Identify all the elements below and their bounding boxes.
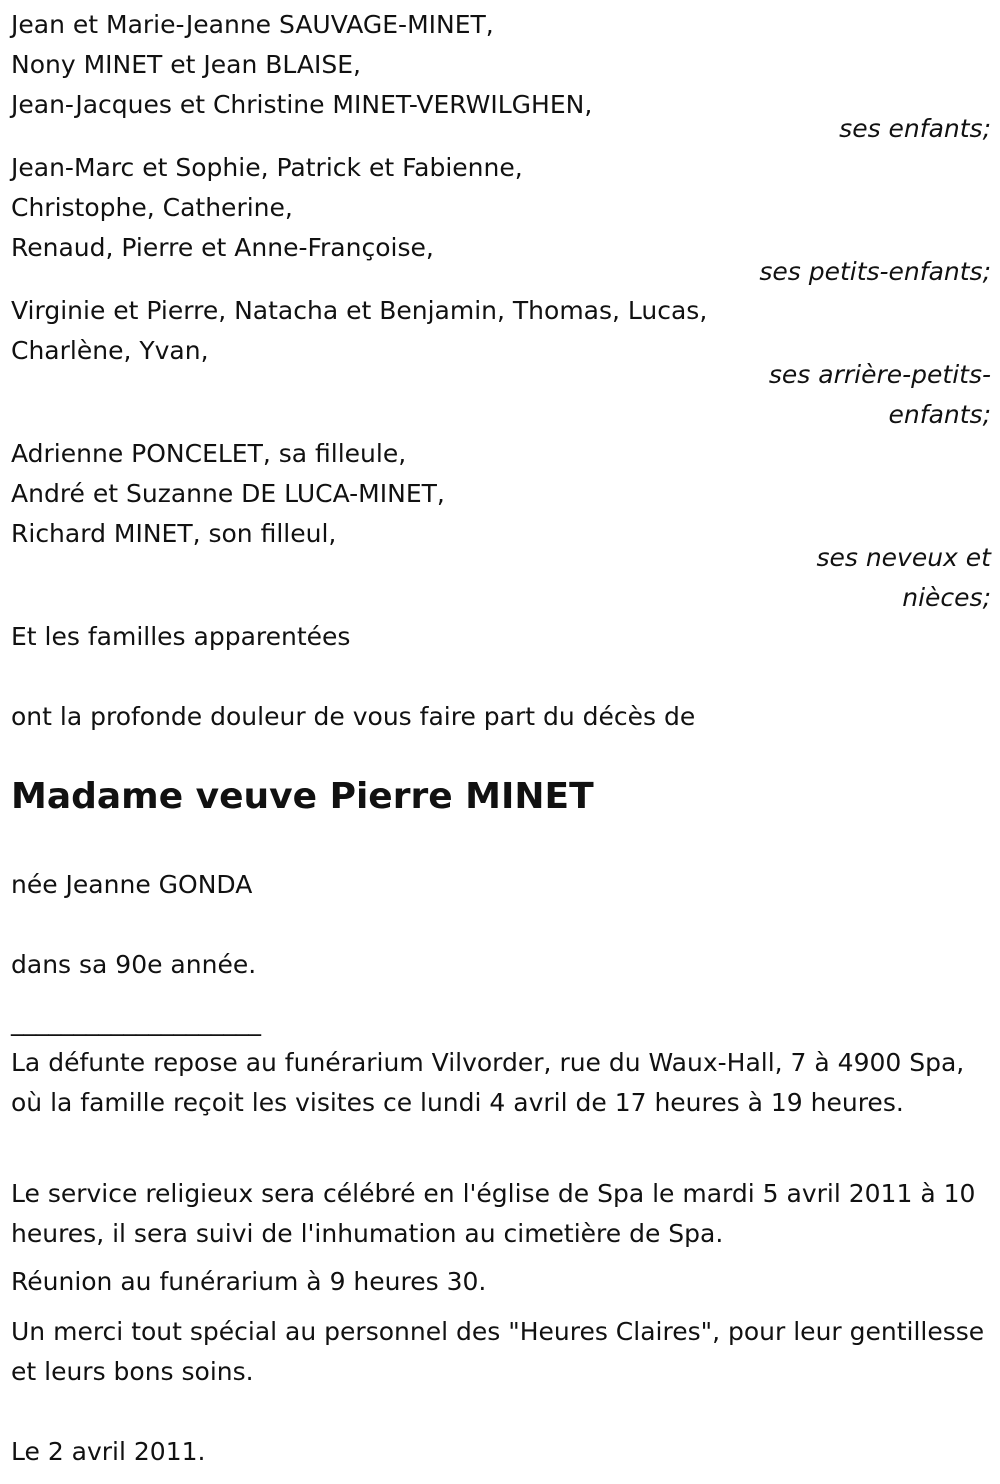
nephews-line: Richard MINET, son filleul, — [11, 519, 337, 548]
nephews-line: André et Suzanne DE LUCA-MINET, — [11, 479, 445, 508]
detail-paragraph-visitation: La défunte repose au funérarium Vilvorder, rue du Waux-Hall, 7 à 4900 Spa, où la famille reçoit les visites ce lundi 4 avril de 17 heures à 19 heures. — [11, 1048, 965, 1117]
detail-paragraph-thanks: Un merci tout spécial au personnel des "Heures Claires", pour leur gentillesse et leurs bons soins. — [11, 1317, 985, 1386]
children-role: ses enfants; — [839, 114, 991, 143]
grandchildren-role: ses petits-enfants; — [759, 257, 991, 286]
nephews-role-line: ses neveux et — [816, 543, 991, 572]
date-line: Le 2 avril 2011. — [11, 1437, 206, 1466]
children-block — [11, 5, 991, 125]
age-line: dans sa 90e année. — [11, 950, 257, 979]
great-grandchildren-line: Charlène, Yvan, — [11, 336, 209, 365]
detail-paragraph-service: Le service religieux sera célébré en l'église de Spa le mardi 5 avril 2011 à 10 heures, il sera suivi de l'inhumation au cimetière de Spa. — [11, 1179, 976, 1248]
born-as-line: née Jeanne GONDA — [11, 870, 253, 899]
great-grandchildren-role-line: enfants; — [888, 400, 991, 429]
great-grandchildren-line: Virginie et Pierre, Natacha et Benjamin, Thomas, Lucas, — [11, 296, 708, 325]
children-line: Jean et Marie-Jeanne SAUVAGE-MINET, — [11, 10, 494, 39]
nephews-role-line: nièces; — [902, 583, 991, 612]
great-grandchildren-role-line: ses arrière-petits- — [768, 360, 991, 389]
great-grandchildren-role — [11, 355, 991, 435]
announcement-line: ont la profonde douleur de vous faire part du décès de — [11, 702, 696, 731]
families-line: Et les familles apparentées — [11, 622, 351, 651]
grandchildren-line: Christophe, Catherine, — [11, 193, 293, 222]
grandchildren-line: Jean-Marc et Sophie, Patrick et Fabienne, — [11, 153, 523, 182]
nephews-role — [11, 538, 991, 618]
nephews-block — [11, 434, 991, 554]
deceased-name: Madame veuve Pierre MINET — [11, 776, 594, 817]
detail-paragraph-reunion: Réunion au funérarium à 9 heures 30. — [11, 1267, 487, 1296]
separator-line: ____________________ — [11, 1007, 261, 1036]
children-line: Jean-Jacques et Christine MINET-VERWILGHEN, — [11, 90, 593, 119]
grandchildren-block — [11, 148, 991, 268]
grandchildren-line: Renaud, Pierre et Anne-Françoise, — [11, 233, 434, 262]
nephews-line: Adrienne PONCELET, sa filleule, — [11, 439, 407, 468]
children-line: Nony MINET et Jean BLAISE, — [11, 50, 361, 79]
